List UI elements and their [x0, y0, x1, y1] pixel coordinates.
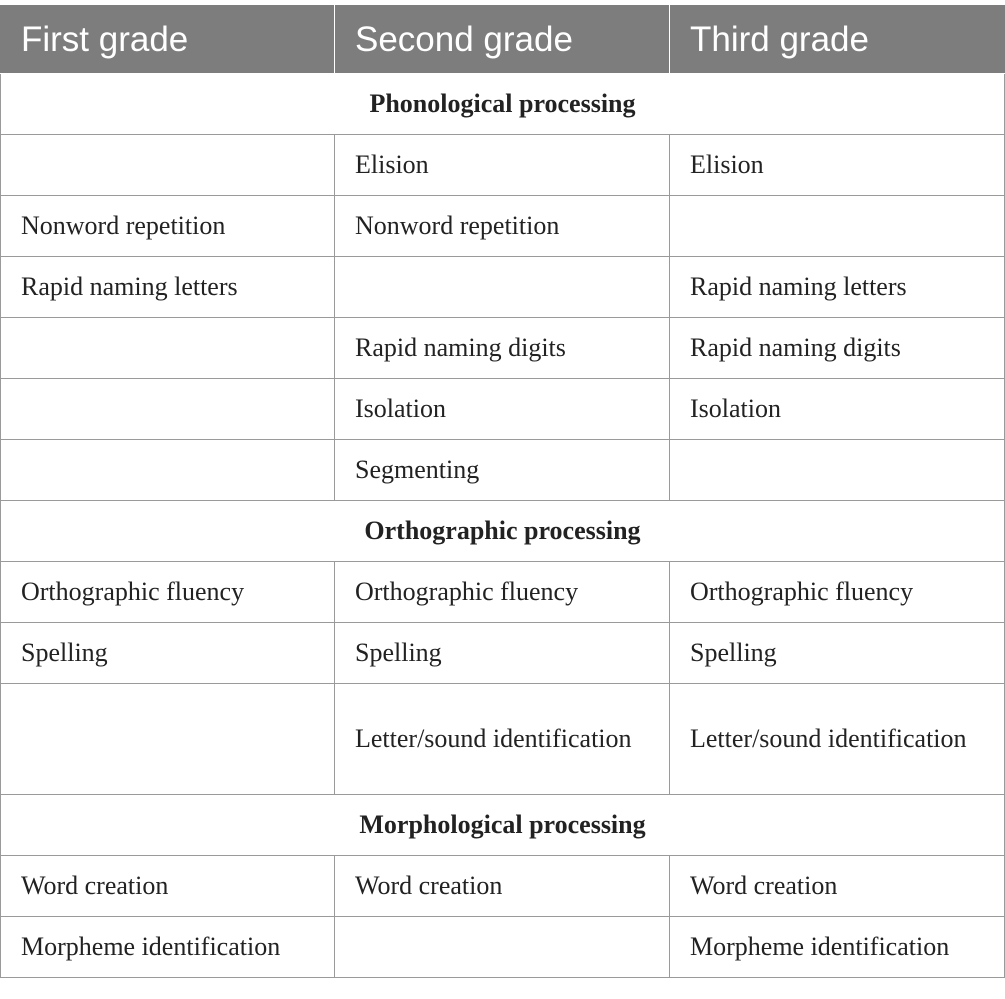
section-row: [1, 501, 1005, 562]
table-cell: [1, 318, 335, 379]
table-cell: Orthographic fluency: [1, 562, 335, 623]
table-cell: Isolation: [335, 379, 670, 440]
section-title-morphological: Morphological processing: [1, 795, 1005, 856]
table-cell: [1, 379, 335, 440]
table-cell: Letter/sound identification: [670, 684, 1005, 795]
table-cell: Letter/sound identification: [335, 684, 670, 795]
table-cell: Isolation: [670, 379, 1005, 440]
table-cell: Rapid naming digits: [335, 318, 670, 379]
table-cell: Morpheme identification: [1, 917, 335, 978]
table-row: [1, 440, 1005, 501]
table-cell: Word creation: [1, 856, 335, 917]
header-third-grade: Third grade: [670, 6, 1005, 74]
table-row: [1, 318, 1005, 379]
table-row: [1, 135, 1005, 196]
section-row: [1, 74, 1005, 135]
table-row: [1, 196, 1005, 257]
table-cell: Spelling: [335, 623, 670, 684]
table-cell: Nonword repetition: [335, 196, 670, 257]
table-row: [1, 562, 1005, 623]
section-row: [1, 795, 1005, 856]
table-cell: [1, 684, 335, 795]
table-cell: Elision: [670, 135, 1005, 196]
section-title-phonological: Phonological processing: [1, 74, 1005, 135]
table-cell: [670, 440, 1005, 501]
table-row: [1, 379, 1005, 440]
table-cell: Morpheme identification: [670, 917, 1005, 978]
table-cell: Rapid naming letters: [670, 257, 1005, 318]
table-cell: Orthographic fluency: [335, 562, 670, 623]
table-row: [1, 623, 1005, 684]
table-cell: Orthographic fluency: [670, 562, 1005, 623]
table-cell: Rapid naming letters: [1, 257, 335, 318]
header-first-grade: First grade: [1, 6, 335, 74]
table-row: [1, 684, 1005, 795]
section-title-orthographic: Orthographic processing: [1, 501, 1005, 562]
table-row: [1, 257, 1005, 318]
table-cell: [670, 196, 1005, 257]
table-cell: [335, 257, 670, 318]
table-cell: Spelling: [1, 623, 335, 684]
table-cell: Rapid naming digits: [670, 318, 1005, 379]
table-cell: Word creation: [335, 856, 670, 917]
table-row: [1, 856, 1005, 917]
table-cell: [1, 135, 335, 196]
table-cell: Segmenting: [335, 440, 670, 501]
table-cell: [1, 440, 335, 501]
table-body: [1, 74, 1005, 978]
table-cell: Nonword repetition: [1, 196, 335, 257]
grades-table: [0, 5, 1005, 978]
table-cell: Spelling: [670, 623, 1005, 684]
table-cell: Word creation: [670, 856, 1005, 917]
table-row: [1, 917, 1005, 978]
header-second-grade: Second grade: [335, 6, 670, 74]
header-row: [1, 6, 1005, 74]
table-cell: Elision: [335, 135, 670, 196]
table-cell: [335, 917, 670, 978]
table-header: [1, 6, 1005, 74]
